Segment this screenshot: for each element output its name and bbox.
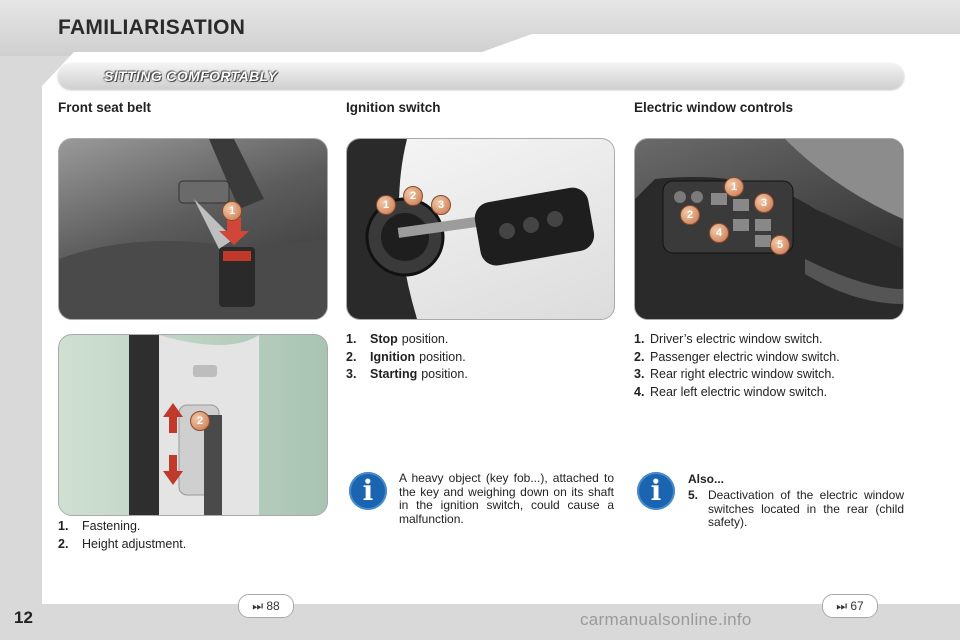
list-item: 1. Stop position. <box>346 332 449 346</box>
ignition-list <box>346 331 468 384</box>
page-title: FAMILIARISATION <box>58 16 246 39</box>
callout-3: 3 <box>431 195 451 215</box>
page-ref-88[interactable]: ⏭ 88 <box>238 594 294 618</box>
callout-1: 1 <box>222 201 242 221</box>
page-ref-67[interactable]: ⏭ 67 <box>822 594 878 618</box>
callout-1: 1 <box>724 177 744 197</box>
windows-list <box>634 331 840 401</box>
callout-2: 2 <box>403 186 423 206</box>
ignition-illustration <box>347 139 614 319</box>
seat-belt-illustration <box>59 139 327 319</box>
window-controls-illustration <box>635 139 903 319</box>
ignition-heading: Ignition switch <box>346 100 441 115</box>
list-item: 1. Driver’s electric window switch. <box>634 332 823 346</box>
list-item: 3. Starting position. <box>346 367 468 381</box>
callout-4: 4 <box>709 223 729 243</box>
also-heading: Also... <box>688 472 725 486</box>
ignition-image <box>346 138 615 320</box>
list-item: 2. Passenger electric window switch. <box>634 349 840 364</box>
seat-belt-list <box>58 518 186 553</box>
window-controls-image <box>634 138 904 320</box>
info-icon: i <box>637 472 675 510</box>
also-item: 5. Deactivation of the electric window switches located in the rear (child safety). <box>688 488 904 529</box>
list-item: 2. Ignition position. <box>346 349 466 364</box>
list-item: 2. Height adjustment. <box>58 536 187 551</box>
list-item: 4. Rear left electric window switch. <box>634 384 828 399</box>
ignition-info-text: A heavy object (key fob...), attached to the key and weighing down on its shaft in the ignition switch, could cause a malfunction. <box>399 471 614 526</box>
seat-belt-buckle-image <box>58 138 328 320</box>
callout-3: 3 <box>754 193 774 213</box>
windows-heading: Electric window controls <box>634 100 794 115</box>
list-item: 1. Fastening. <box>58 519 141 533</box>
callout-2: 2 <box>680 205 700 225</box>
page-number: 12 <box>14 608 33 627</box>
list-item: 3. Rear right electric window switch. <box>634 367 835 381</box>
info-icon: i <box>349 472 387 510</box>
callout-1: 1 <box>376 195 396 215</box>
seat-belt-heading: Front seat belt <box>58 100 152 115</box>
section-title: SITTING COMFORTABLY <box>104 68 278 84</box>
watermark: carmanualsonline.info <box>580 610 752 629</box>
seat-belt-height-image <box>58 334 328 516</box>
callout-5: 5 <box>770 235 790 255</box>
callout-2: 2 <box>190 411 210 431</box>
